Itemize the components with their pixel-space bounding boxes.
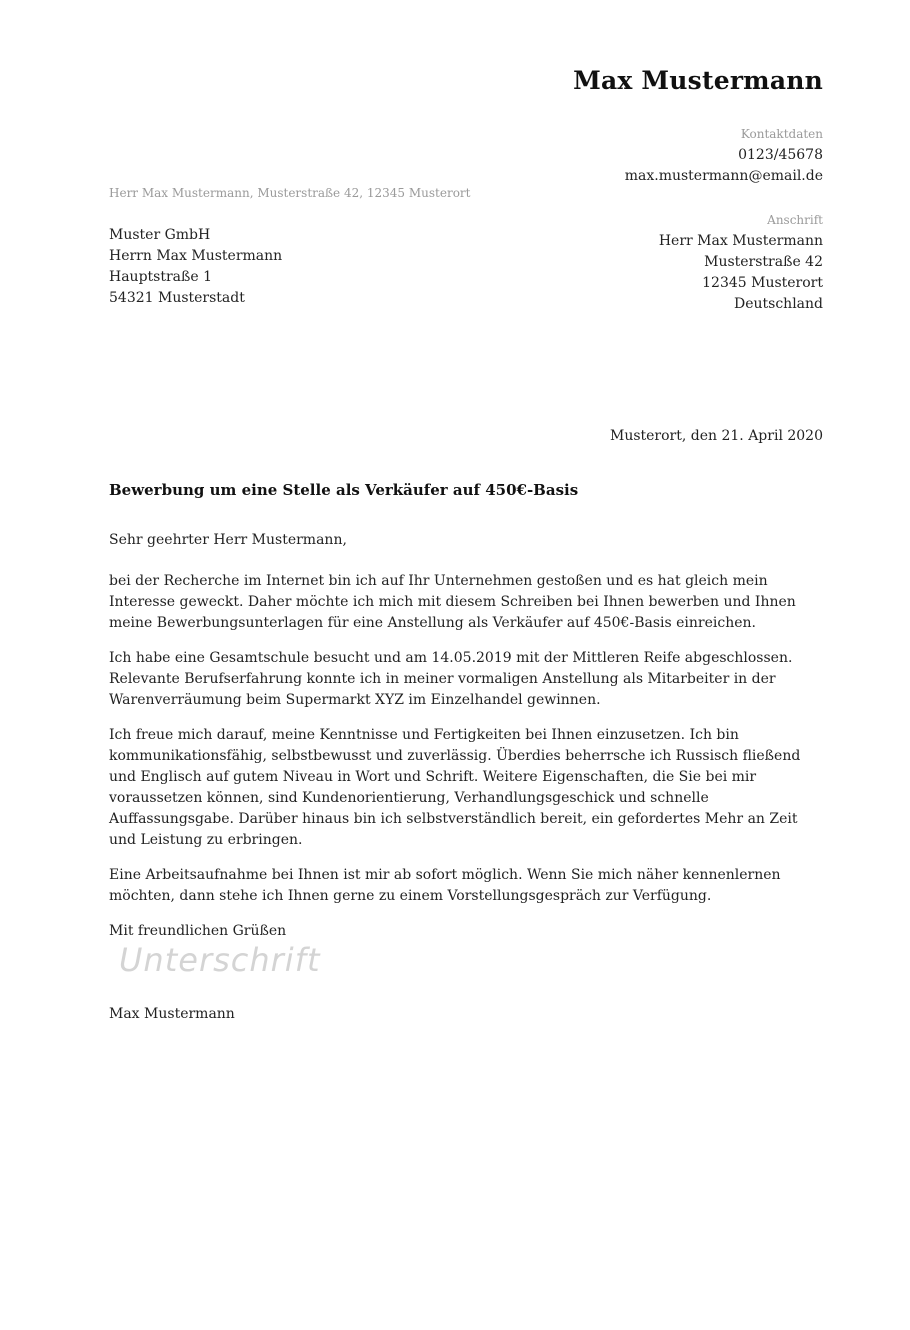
letter-body xyxy=(109,530,809,1039)
recipient-line: Muster GmbH xyxy=(109,227,211,243)
recipient-line: Herrn Max Mustermann xyxy=(109,248,283,264)
signature-placeholder: Unterschrift xyxy=(119,941,321,979)
letter-page xyxy=(109,0,823,1330)
sender-address-line: Musterstraße 42 xyxy=(704,254,823,270)
body-paragraph: Ich habe eine Gesamtschule besucht und am 14.05.2019 mit der Mittleren Reife abgeschlossen. Relevante Berufserfahrung konnte ich in meiner vormaligen Anstellung als Mitarbeiter in der Warenverräumung beim Supermarkt XYZ im Einzelhandel gewinnen. xyxy=(109,650,793,708)
email-address: max.mustermann@email.de xyxy=(624,168,823,184)
body-paragraph: bei der Recherche im Internet bin ich auf Ihr Unternehmen gestoßen und es hat gleich mein Interesse geweckt. Daher möchte ich mich mit diesem Schreiben bei Ihnen bewerben und Ihnen meine Bewerbungsunterlagen für eine Anstellung als Verkäufer auf 450€-Basis einreichen. xyxy=(109,573,796,631)
recipient-address-block xyxy=(109,225,282,309)
sender-name-heading: Max Mustermann xyxy=(573,66,823,95)
closing: Mit freundlichen Grüßen xyxy=(109,923,287,939)
sender-address-line: Herr Max Mustermann xyxy=(658,233,823,249)
recipient-line: Hauptstraße 1 xyxy=(109,269,213,285)
sender-address-block xyxy=(659,231,823,315)
return-address-line: Herr Max Mustermann, Musterstraße 42, 12345 Musterort xyxy=(109,186,471,200)
signer-name: Max Mustermann xyxy=(109,1006,235,1022)
signature-area xyxy=(109,941,809,1004)
contact-label: Kontaktdaten xyxy=(740,127,823,141)
body-paragraph: Eine Arbeitsaufnahme bei Ihnen ist mir ab sofort möglich. Wenn Sie mich näher kennenlernen möchten, dann stehe ich Ihnen gerne zu einem Vorstellungsgespräch zur Verfügung. xyxy=(109,867,781,904)
letter-subject: Bewerbung um eine Stelle als Verkäufer auf 450€-Basis xyxy=(109,481,579,499)
phone-number: 0123/45678 xyxy=(738,147,823,163)
body-paragraph: Ich freue mich darauf, meine Kenntnisse und Fertigkeiten bei Ihnen einzusetzen. Ich bin kommunikationsfähig, selbstbewusst und zuverlässig. Überdies beherrsche ich Russisch fließend und Englisch auf gutem Niveau in Wort und Schrift. Weitere Eigenschaften, die Sie bei mir voraussetzen können, sind Kundenorientierung, Verhandlungsgeschick und schnelle Auffassungsgabe. Darüber hinaus bin ich selbstverständlich bereit, ein gefordertes Mehr an Zeit und Leistung zu erbringen. xyxy=(109,727,801,848)
address-label: Anschrift xyxy=(767,213,823,227)
sender-address-line: Deutschland xyxy=(734,296,823,312)
salutation: Sehr geehrter Herr Mustermann, xyxy=(109,532,347,548)
recipient-line: 54321 Musterstadt xyxy=(109,290,245,306)
sender-address-line: 12345 Musterort xyxy=(702,275,823,291)
letter-date: Musterort, den 21. April 2020 xyxy=(609,428,823,444)
